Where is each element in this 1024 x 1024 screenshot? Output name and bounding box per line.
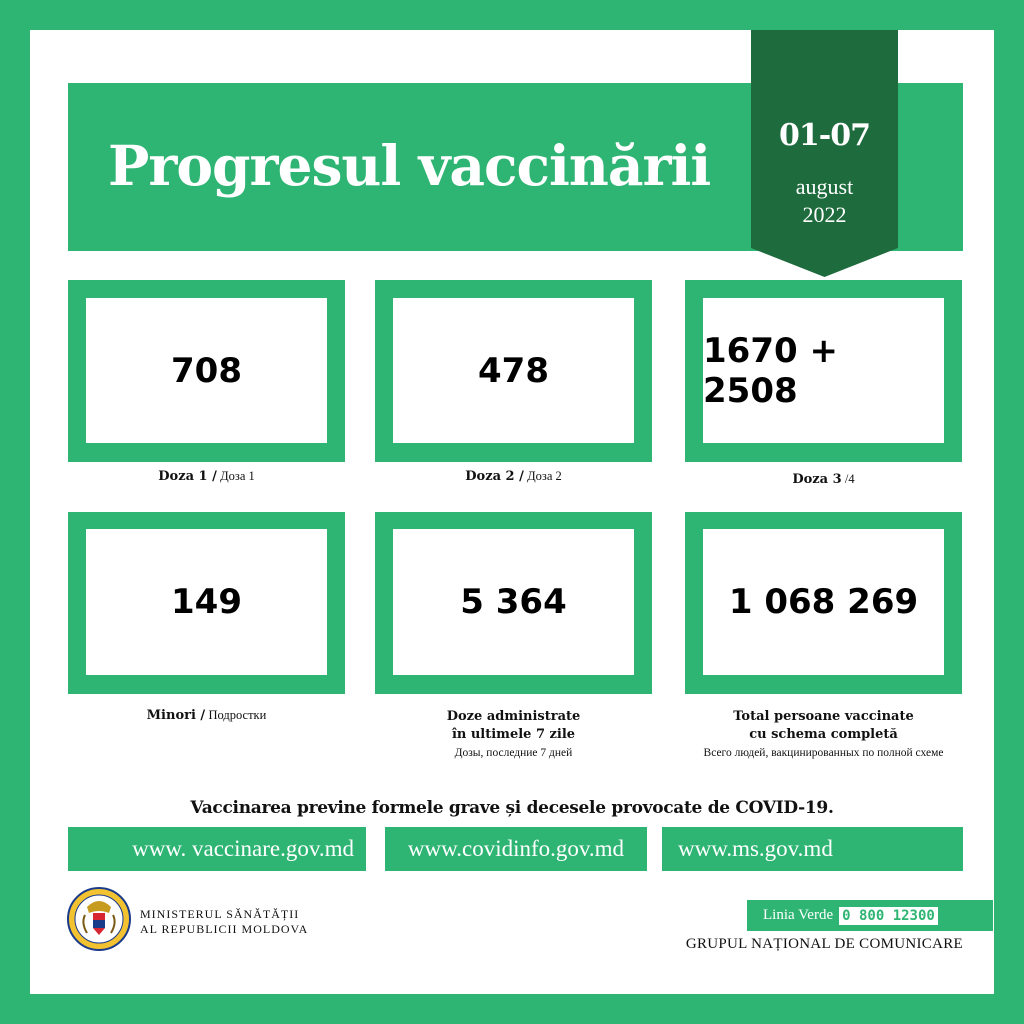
label-bold-line2: în ultimele 7 zile [451, 727, 576, 742]
stat-card-dose1 [68, 280, 345, 462]
link-text: www.covidinfo.gov.md [407, 836, 625, 861]
hotline-banner [747, 900, 993, 931]
date-month: august [795, 174, 854, 199]
stat-label-dose2 [375, 468, 652, 484]
hotline-number[interactable]: 0 800 12300 [839, 907, 938, 925]
link-text: www.ms.gov.md [678, 836, 833, 861]
stat-label-doses-7days [375, 707, 652, 762]
link-vaccinare[interactable] [68, 827, 366, 871]
label-sub: Всего людей, вакцинированных по полной схеме [703, 747, 944, 759]
stat-card-dose34 [685, 280, 962, 462]
stat-label-dose1 [68, 468, 345, 484]
stat-label-total-vaccinated [655, 707, 992, 762]
ministry-line2: AL REPUBLICII MOLDOVA [140, 922, 309, 936]
stat-value: 5 364 [393, 529, 634, 675]
label-bold: Doza 2 / [465, 469, 524, 484]
coat-of-arms-seal [67, 883, 131, 955]
ministry-name [140, 907, 308, 937]
label-bold-line2: cu schema completă [749, 727, 898, 742]
link-covidinfo[interactable] [385, 827, 647, 871]
stat-value: 1670 + 2508 [703, 298, 944, 443]
stat-value: 1 068 269 [703, 529, 944, 675]
tagline: Vaccinarea previne formele grave și decesele provocate de COVID-19. [190, 798, 834, 818]
page-title: Progresul vaccinării [108, 133, 711, 198]
label-sub: Подростки [208, 708, 267, 722]
ministry-line1: MINISTERUL SĂNĂTĂȚII [140, 907, 300, 921]
stat-card-dose2 [375, 280, 652, 462]
label-bold: Doza 1 / [158, 469, 217, 484]
label-sub: Доза 2 [527, 469, 562, 483]
stat-label-dose34 [685, 471, 962, 487]
label-sub: /4 [844, 472, 855, 486]
label-sub: Дозы, последние 7 дней [454, 747, 573, 759]
date-ribbon [751, 30, 898, 277]
stat-card-total-vaccinated [685, 512, 962, 694]
stat-value: 149 [86, 529, 327, 675]
stat-card-doses-7days [375, 512, 652, 694]
label-bold: Minori / [146, 708, 206, 723]
stat-value: 708 [86, 298, 327, 443]
date-year: 2022 [802, 202, 847, 227]
label-sub: Доза 1 [220, 469, 255, 483]
communication-group: GRUPUL NAȚIONAL DE COMUNICARE [685, 936, 963, 952]
date-range: 01-07 [779, 118, 870, 153]
hotline-label: Linia Verde [763, 907, 834, 923]
stat-card-minors [68, 512, 345, 694]
link-text: www. vaccinare.gov.md [132, 836, 354, 861]
label-bold: Doze administrate [446, 709, 581, 724]
stat-label-minors [68, 707, 345, 723]
link-ms[interactable] [662, 827, 963, 871]
stat-value: 478 [393, 298, 634, 443]
poster [30, 30, 994, 994]
label-bold: Total persoane vaccinate [733, 709, 914, 724]
label-bold: Doza 3 [792, 472, 842, 487]
